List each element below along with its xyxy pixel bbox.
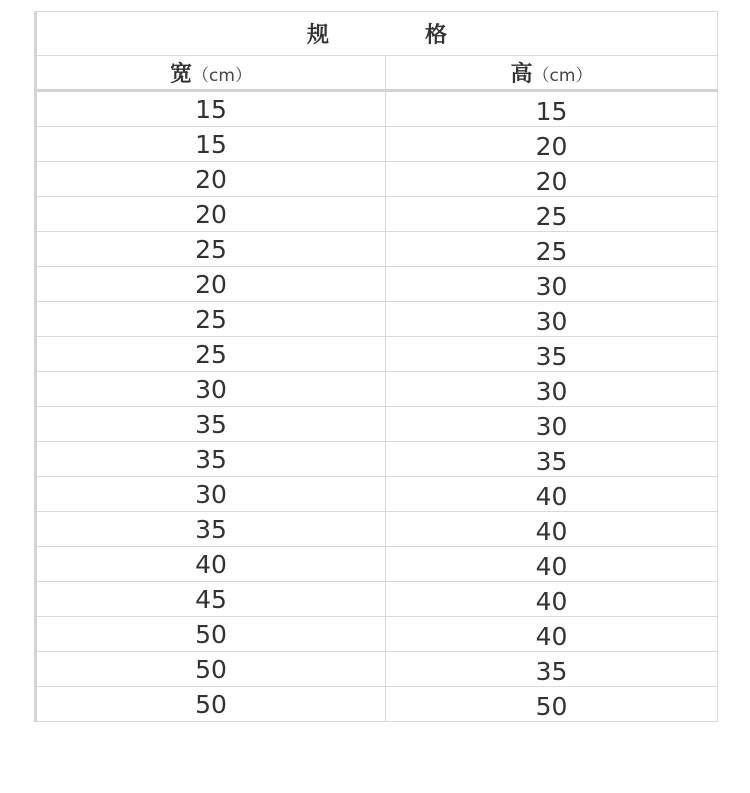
table-row — [36, 232, 718, 267]
width-cell — [36, 162, 386, 197]
width-value: 35 — [195, 444, 227, 474]
height-value: 35 — [535, 341, 568, 371]
width-cell — [36, 267, 386, 302]
width-value: 50 — [195, 619, 227, 649]
table-row — [36, 582, 718, 617]
width-value: 50 — [195, 654, 227, 684]
table-title-char-1: 规 — [306, 23, 329, 48]
column-header-height-unit: （cm） — [532, 66, 593, 86]
table-body — [36, 91, 718, 722]
height-cell — [386, 372, 718, 407]
table-row — [36, 337, 718, 372]
column-header-width-label: 宽 — [170, 62, 193, 87]
height-cell — [386, 232, 718, 267]
table-row — [36, 197, 718, 232]
height-cell — [386, 91, 718, 127]
height-cell — [386, 127, 718, 162]
width-value: 20 — [195, 164, 227, 194]
height-cell — [386, 477, 718, 512]
height-value: 30 — [535, 271, 568, 301]
width-value: 20 — [195, 269, 227, 299]
height-cell — [386, 267, 718, 302]
height-cell — [386, 652, 718, 687]
width-cell — [36, 337, 386, 372]
table-row — [36, 91, 718, 127]
width-cell — [36, 547, 386, 582]
width-cell — [36, 91, 386, 127]
height-value: 25 — [535, 236, 568, 266]
height-value: 20 — [535, 166, 568, 196]
width-value: 25 — [195, 339, 227, 369]
table-row — [36, 267, 718, 302]
table-row — [36, 477, 718, 512]
table-row — [36, 547, 718, 582]
spec-table — [34, 11, 718, 722]
table-row — [36, 442, 718, 477]
height-value: 40 — [535, 586, 568, 616]
height-cell — [386, 512, 718, 547]
table-row — [36, 127, 718, 162]
height-value: 40 — [535, 551, 568, 581]
width-cell — [36, 407, 386, 442]
height-cell — [386, 407, 718, 442]
column-header-width-unit: （cm） — [192, 66, 252, 86]
table-row — [36, 372, 718, 407]
width-cell — [36, 687, 386, 722]
height-value: 30 — [535, 306, 568, 336]
width-cell — [36, 442, 386, 477]
height-value: 35 — [535, 446, 568, 476]
width-value: 15 — [195, 129, 227, 159]
width-value: 25 — [195, 234, 227, 264]
width-cell — [36, 512, 386, 547]
height-value: 15 — [535, 96, 568, 126]
width-cell — [36, 582, 386, 617]
table-title-row — [36, 12, 718, 56]
height-cell — [386, 197, 718, 232]
width-cell — [36, 652, 386, 687]
height-value: 50 — [535, 691, 568, 721]
height-cell — [386, 337, 718, 372]
height-value: 30 — [535, 376, 568, 406]
width-cell — [36, 232, 386, 267]
width-value: 25 — [195, 304, 227, 334]
height-value: 40 — [535, 481, 568, 511]
table-row — [36, 687, 718, 722]
width-value: 35 — [195, 409, 227, 439]
height-value: 40 — [535, 621, 568, 651]
width-value: 35 — [195, 514, 227, 544]
width-cell — [36, 127, 386, 162]
height-cell — [386, 582, 718, 617]
height-value: 25 — [535, 201, 568, 231]
height-value: 40 — [535, 516, 568, 546]
column-header-width — [36, 56, 386, 91]
width-value: 30 — [195, 374, 227, 404]
width-value: 45 — [195, 584, 227, 614]
table-row — [36, 162, 718, 197]
height-cell — [386, 162, 718, 197]
width-value: 20 — [195, 199, 227, 229]
width-cell — [36, 302, 386, 337]
width-value: 15 — [195, 94, 227, 124]
table-row — [36, 652, 718, 687]
height-value: 35 — [535, 656, 568, 686]
height-cell — [386, 617, 718, 652]
width-value: 30 — [195, 479, 227, 509]
table-row — [36, 302, 718, 337]
table-title-char-2: 格 — [425, 23, 448, 48]
width-value: 50 — [195, 689, 227, 719]
height-cell — [386, 302, 718, 337]
column-header-height-label: 高 — [510, 62, 533, 87]
width-value: 40 — [195, 549, 227, 579]
width-cell — [36, 197, 386, 232]
width-cell — [36, 617, 386, 652]
height-cell — [386, 687, 718, 722]
table-title — [36, 12, 718, 56]
width-cell — [36, 477, 386, 512]
width-cell — [36, 372, 386, 407]
height-value: 30 — [535, 411, 568, 441]
height-cell — [386, 442, 718, 477]
column-header-height — [386, 56, 718, 91]
column-header-row — [36, 56, 718, 91]
height-value: 20 — [535, 131, 568, 161]
table-row — [36, 407, 718, 442]
table-row — [36, 617, 718, 652]
height-cell — [386, 547, 718, 582]
table-row — [36, 512, 718, 547]
